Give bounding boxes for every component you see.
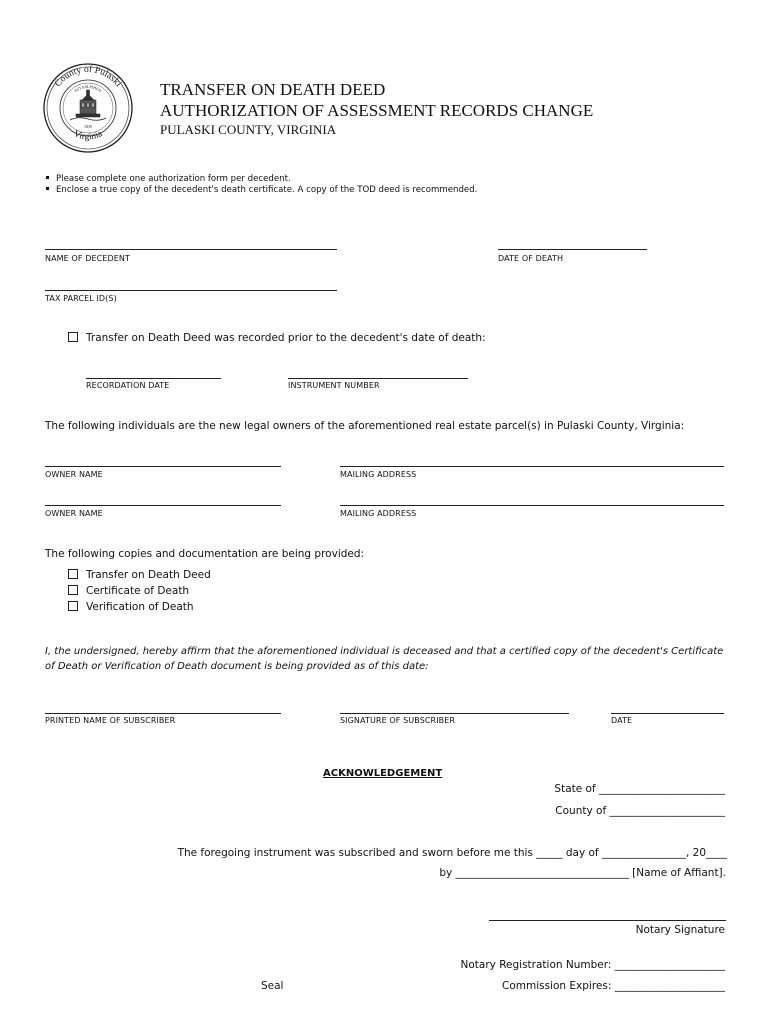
mailing-address-1-line[interactable] (340, 466, 724, 467)
tax-parcel-line[interactable] (45, 290, 337, 291)
seal-label: Seal (261, 980, 284, 992)
seal-ring-top: County of Pulaski (53, 64, 123, 90)
county-of-field[interactable]: County of ______________________ (555, 805, 725, 817)
svg-text:Virginia (72, 129, 105, 143)
affirmation-line-2: of Death or Verification of Death document is being provided as of this date: (45, 661, 429, 672)
county-seal-icon (42, 62, 134, 154)
documentation-intro: The following copies and documentation are being provided: (45, 548, 365, 560)
tod-deed-checkbox[interactable] (68, 569, 78, 579)
notary-signature-line[interactable] (489, 920, 726, 921)
owner-name-2-label: OWNER NAME (45, 509, 103, 518)
recorded-prior-checkbox-row[interactable]: Transfer on Death Deed was recorded prior to the decedent's date of death: (68, 332, 486, 344)
owner-name-2-line[interactable] (45, 505, 281, 506)
instrument-number-line[interactable] (288, 378, 468, 379)
date-of-death-label: DATE OF DEATH (498, 254, 564, 263)
county-seal (42, 62, 134, 154)
recorded-prior-checkbox[interactable] (68, 332, 78, 342)
mailing-address-2-label: MAILING ADDRESS (340, 509, 417, 518)
owner-name-1-line[interactable] (45, 466, 281, 467)
seal-ring-bottom: Virginia (71, 129, 105, 143)
name-of-decedent-label: NAME OF DECEDENT (45, 254, 130, 263)
subscriber-date-label: DATE (611, 716, 633, 725)
name-of-decedent-line[interactable] (45, 249, 337, 250)
mailing-address-2-line[interactable] (340, 505, 724, 506)
signature-label: SIGNATURE OF SUBSCRIBER (340, 716, 456, 725)
sworn-line[interactable]: The foregoing instrument was subscribed and sworn before me this _____ day of ________________, 20____ (177, 847, 727, 859)
tax-parcel-label: TAX PARCEL ID(S) (45, 294, 117, 303)
instruction-1: Please complete one authorization form per decedent. (46, 174, 291, 184)
page-title (160, 79, 593, 139)
notary-registration-field[interactable]: Notary Registration Number: _____________________ (460, 959, 725, 971)
subscriber-date-line[interactable] (611, 713, 724, 714)
owners-intro: The following individuals are the new legal owners of the aforementioned real estate parcel(s) in Pulaski County, Virginia: (45, 420, 685, 432)
doc-item-verification[interactable]: Verification of Death (68, 601, 194, 613)
commission-expires-field[interactable]: Commission Expires: _____________________ (502, 980, 725, 992)
instruction-2: Enclose a true copy of the decedent's death certificate. A copy of the TOD deed is recommended. (46, 185, 477, 195)
seal-inner-bottom: 1839 (84, 124, 92, 129)
mailing-address-1-label: MAILING ADDRESS (340, 470, 417, 479)
title-line-1: TRANSFER ON DEATH DEED (160, 80, 386, 99)
printed-name-label: PRINTED NAME OF SUBSCRIBER (45, 716, 176, 725)
title-line-2: AUTHORIZATION OF ASSESSMENT RECORDS CHANGE (160, 101, 594, 120)
seal-inner-top: ESTABLISHED (73, 83, 103, 94)
printed-name-line[interactable] (45, 713, 281, 714)
affiant-line[interactable]: by _________________________________ [Name of Affiant]. (439, 867, 726, 879)
recordation-date-label: RECORDATION DATE (86, 381, 170, 390)
certificate-checkbox[interactable] (68, 585, 78, 595)
notary-signature-label: Notary Signature (635, 924, 725, 936)
instrument-number-label: INSTRUMENT NUMBER (288, 381, 380, 390)
signature-line[interactable] (340, 713, 569, 714)
bullet-icon (46, 176, 49, 179)
date-of-death-line[interactable] (498, 249, 647, 250)
doc-item-tod-deed[interactable]: Transfer on Death Deed (68, 569, 211, 581)
recordation-date-line[interactable] (86, 378, 221, 379)
owner-name-1-label: OWNER NAME (45, 470, 103, 479)
state-of-field[interactable]: State of ________________________ (554, 783, 725, 795)
doc-item-certificate[interactable]: Certificate of Death (68, 585, 189, 597)
acknowledgement-heading: ACKNOWLEDGEMENT (323, 768, 443, 779)
bullet-icon (46, 187, 49, 190)
verification-checkbox[interactable] (68, 601, 78, 611)
title-line-3: PULASKI COUNTY, VIRGINIA (160, 122, 337, 137)
affirmation-line-1: I, the undersigned, hereby affirm that the aforementioned individual is deceased and that a certified copy of the decedent's Certificate (45, 646, 724, 657)
